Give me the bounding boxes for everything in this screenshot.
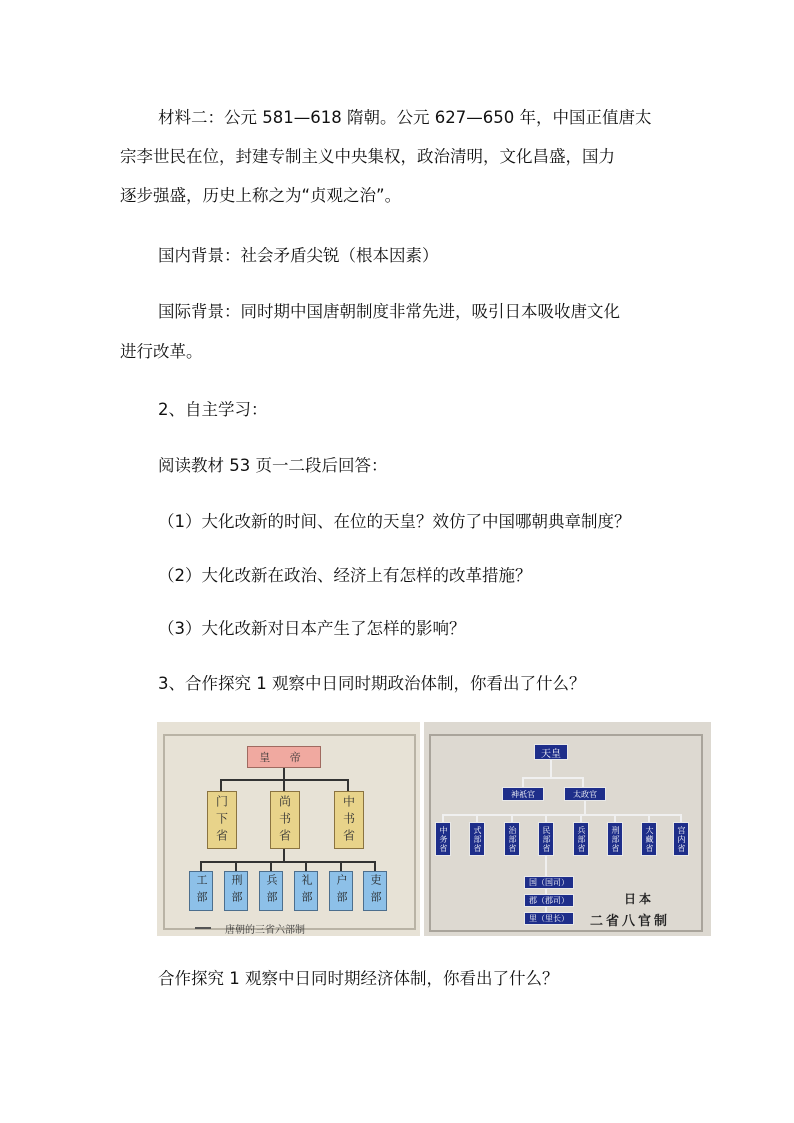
japan-chart-caption-top: 日本 xyxy=(624,892,655,906)
reading-instruction: 阅读教材 53 页一二段后回答： xyxy=(158,456,388,475)
tang-ministry-personnel: 吏部 xyxy=(363,871,387,911)
tang-connector xyxy=(270,861,272,871)
tang-connector xyxy=(340,861,342,871)
international-background-line-1: 国际背景：同时期中国唐朝制度非常先进，吸引日本吸收唐文化 xyxy=(158,302,620,321)
question-1: （1）大化改新的时间、在位的天皇？效仿了中国哪朝典章制度？ xyxy=(158,512,631,531)
tang-connector xyxy=(305,861,307,871)
japan-jingikan-box: 神祇官 xyxy=(502,787,544,801)
japan-connector xyxy=(442,814,444,822)
political-system-comparison-figure xyxy=(157,722,711,936)
section-self-study: 2、自主学习： xyxy=(158,400,268,419)
japan-tenno-box: 天皇 xyxy=(534,744,568,760)
japan-connector xyxy=(545,856,547,876)
japan-ministry-minbu: 民部省 xyxy=(538,822,554,856)
tang-connector xyxy=(200,861,202,871)
japan-connector xyxy=(442,814,682,816)
material-two-line-1: 材料二：公元 581—618 隋朝。公元 627—650 年，中国正值唐太 xyxy=(158,108,652,127)
tang-connector xyxy=(374,861,376,871)
tang-ministry-rites: 礼部 xyxy=(294,871,318,911)
question-3: （3）大化改新对日本产生了怎样的影响？ xyxy=(158,619,466,638)
tang-connector xyxy=(220,779,222,791)
tang-connector xyxy=(235,861,237,871)
tang-ministry-war: 兵部 xyxy=(259,871,283,911)
section-cooperative-inquiry-political: 3、合作探究 1 观察中日同时期政治体制，你看出了什么？ xyxy=(158,674,586,693)
japan-connector xyxy=(522,777,524,787)
japan-connector xyxy=(511,814,513,822)
tang-ministry-works: 工部 xyxy=(189,871,213,911)
japan-connector xyxy=(582,777,584,787)
tang-three-departments-six-ministries-chart xyxy=(157,722,420,936)
international-background-line-2: 进行改革。 xyxy=(120,342,203,361)
japan-connector xyxy=(648,814,650,822)
japan-daijokan-box: 太政官 xyxy=(564,787,606,801)
japan-two-offices-eight-ministries-chart xyxy=(424,722,711,936)
japan-ministry-okura: 大藏省 xyxy=(641,822,657,856)
tang-ministry-justice: 刑部 xyxy=(224,871,248,911)
japan-connector xyxy=(545,814,547,822)
domestic-background: 国内背景：社会矛盾尖锐（根本因素） xyxy=(158,246,439,265)
japan-ministry-hyobu: 兵部省 xyxy=(573,822,589,856)
japan-ministry-kunai: 宫内省 xyxy=(673,822,689,856)
question-2: （2）大化改新在政治、经济上有怎样的改革措施？ xyxy=(158,566,532,585)
japan-district-box: 郡（郡司） xyxy=(524,894,574,907)
japan-connector xyxy=(680,814,682,822)
tang-caption-dash xyxy=(195,927,211,929)
japan-ministry-nakatsukasa: 中务省 xyxy=(435,822,451,856)
tang-connector xyxy=(200,861,375,863)
japan-village-box: 里（里长） xyxy=(524,912,574,925)
tang-connector xyxy=(347,779,349,791)
material-two-line-3: 逐步强盛，历史上称之为“贞观之治”。 xyxy=(120,186,402,205)
japan-connector xyxy=(614,814,616,822)
japan-ministry-gyobu: 刑部省 xyxy=(607,822,623,856)
japan-province-box: 国（国司） xyxy=(524,876,574,889)
section-cooperative-inquiry-economic: 合作探究 1 观察中日同时期经济体制，你看出了什么？ xyxy=(158,969,559,988)
japan-connector xyxy=(476,814,478,822)
japan-ministry-shikibu: 式部省 xyxy=(469,822,485,856)
japan-connector xyxy=(522,777,584,779)
tang-emperor-box: 皇 帝 xyxy=(247,746,321,768)
tang-chart-caption: 唐朝的三省六部制 xyxy=(225,925,305,936)
tang-dept-zhongshu: 中书省 xyxy=(334,791,364,849)
japan-ministry-jibu: 治部省 xyxy=(504,822,520,856)
tang-ministry-revenue: 户部 xyxy=(329,871,353,911)
japan-chart-caption-bottom: 二省八官制 xyxy=(590,914,671,929)
japan-connector xyxy=(580,814,582,822)
tang-dept-menxia: 门下省 xyxy=(207,791,237,849)
material-two-line-2: 宗李世民在位，封建专制主义中央集权，政治清明，文化昌盛，国力 xyxy=(120,147,615,166)
tang-connector xyxy=(283,779,285,791)
japan-connector xyxy=(584,801,586,815)
japan-connector xyxy=(550,760,552,778)
tang-dept-shangshu: 尚书省 xyxy=(270,791,300,849)
